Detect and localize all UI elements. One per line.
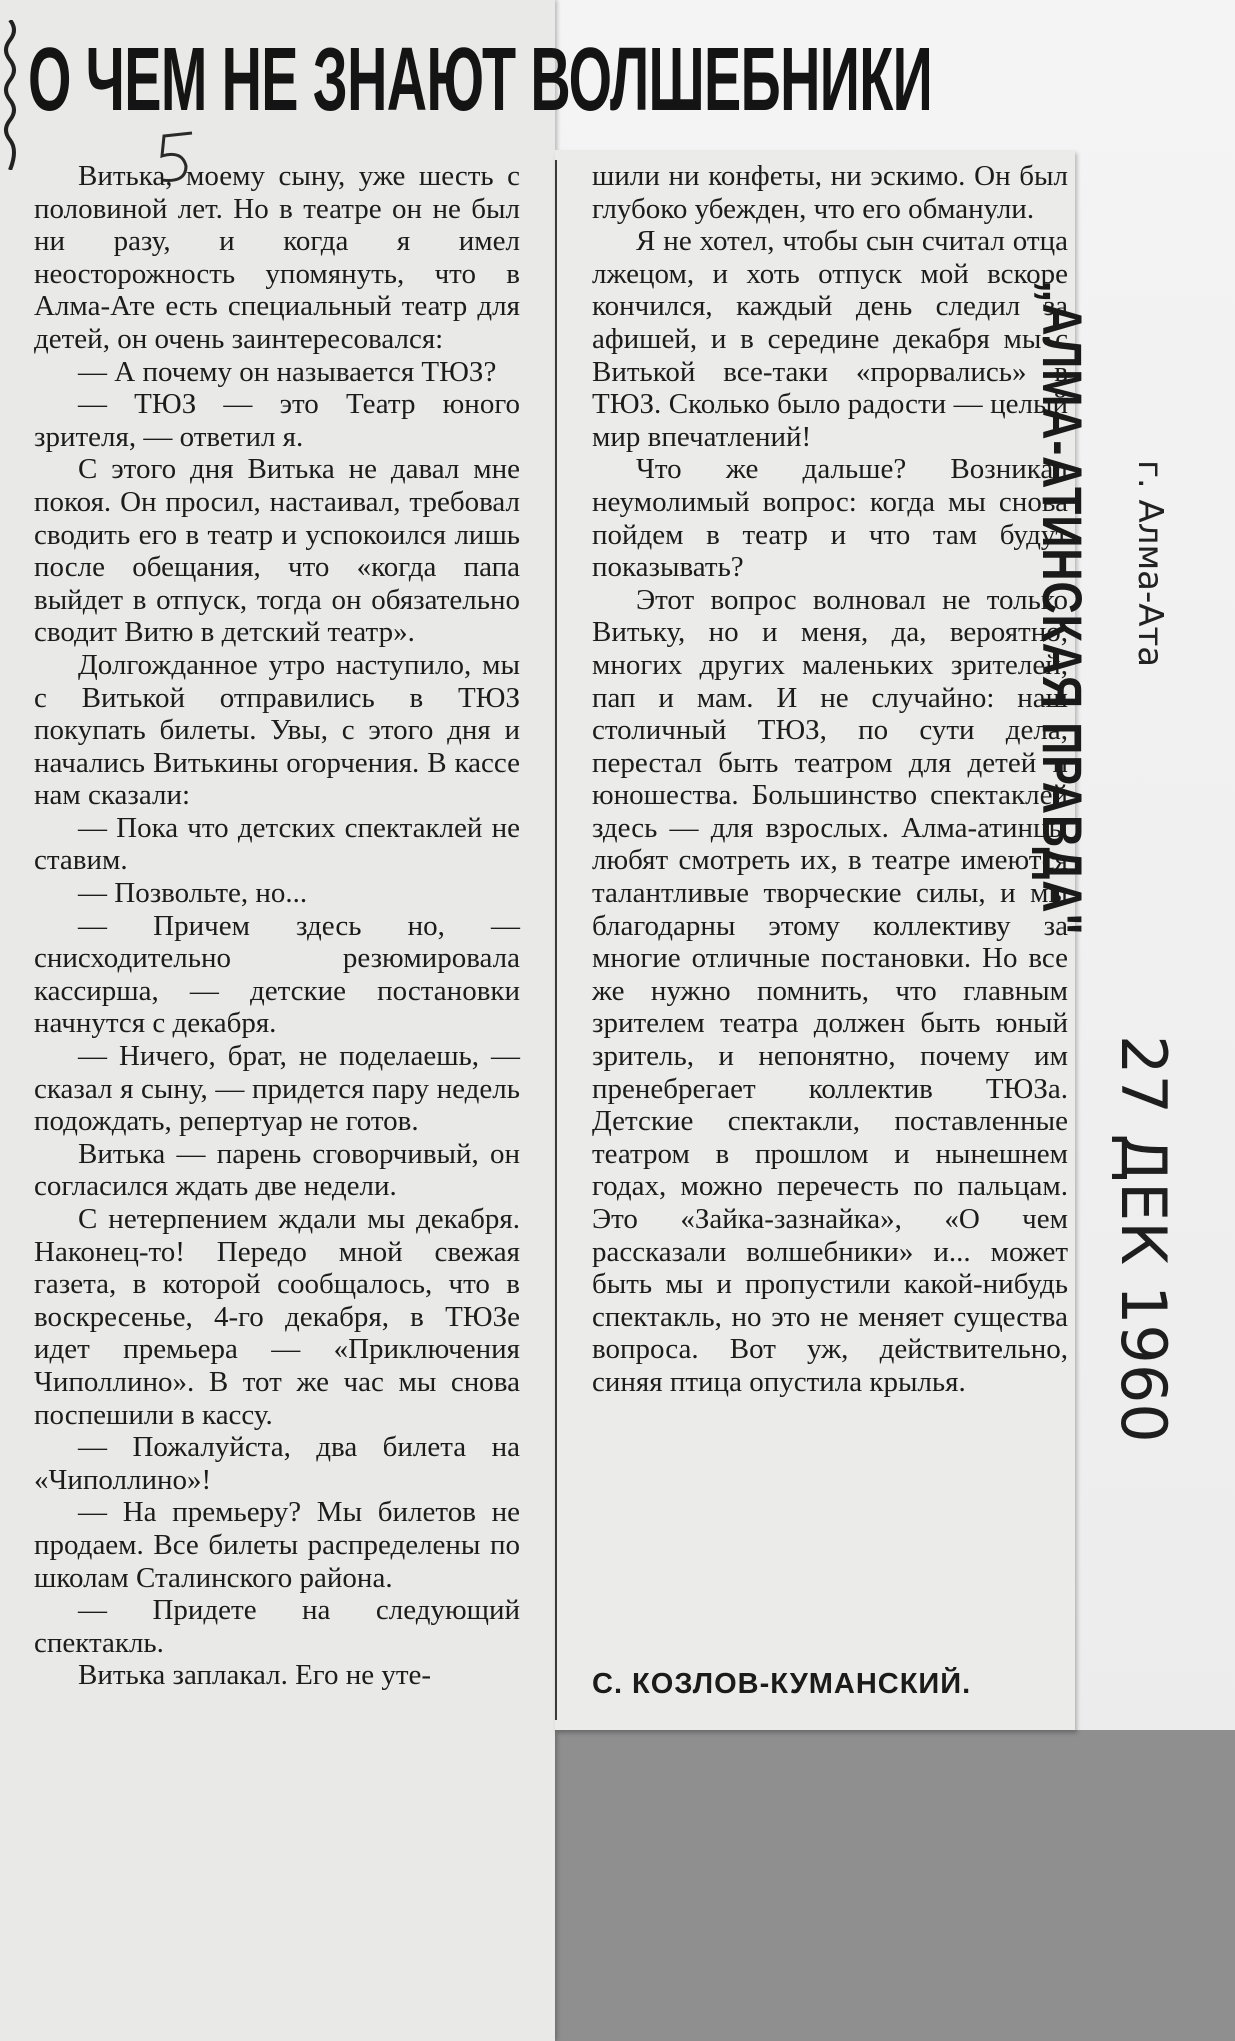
article-paragraph: Этот вопрос волновал не только Витьку, но и меня, да, вероятно, многих других маленьких зрителей, пап и мам. И не случайно: наш столичный ТЮЗ, по сути дела, перестал быть театром для детей и юношества. Большинство спектаклей здесь — для взрослых. Алма-атинцы любят смотреть их, в театре имеются талантливые творческие силы, и мы благодарны этому коллективу за многие отличные постановки. Но все же нужно помнить, что главным зрителем театра должен быть юный зритель, и непонятно, почему им пренебрегает коллектив ТЮЗа. Детские спектакли, поставленные театром в прошлом и нынешнем годах, можно перечесть по пальцам. Это «Зайка-зазнайка», «О чем рассказали волшебники» и... может быть мы и пропустили какой-нибудь спектакль, но это не меняет существа вопроса. Вот уж, действительно, синяя птица опустила крылья. [592,583,1068,1398]
article-paragraph: Я не хотел, чтобы сын считал отца лжецом, и хоть отпуск мой вскоре кончился, каждый день следил за афишей, и в середине декабря мы с Витькой все-таки «прорвались» в ТЮЗ. Сколько было радости — целый мир впечатлений! [592,225,1068,453]
article-paragraph: С этого дня Витька не давал мне покоя. Он просил, настаивал, требовал сводить его в театр и успокоился лишь после обещания, что «когда папа выйдет в отпуск, тогда он обязательно сводит Витю в детский театр». [34,453,520,649]
article-paragraph: — ТЮЗ — это Театр юного зрителя, — ответил я. [34,388,520,453]
article-paragraph: — На премьеру? Мы билетов не продаем. Все билеты распределены по школам Сталинского района. [34,1496,520,1594]
article-paragraph: С нетерпением ждали мы декабря. Наконец-то! Передо мной свежая газета, в которой сообщалось, что в воскресенье, 4-го декабря, в ТЮЗе идет премьера — «Приключения Чиполлино». В тот же час мы снова поспешили в кассу. [34,1203,520,1431]
article-paragraph: Что же дальше? Возникал неумолимый вопрос: когда мы снова пойдем в театр и что там будут показывать? [592,453,1068,584]
article-paragraph: — Причем здесь но, — снисходительно резюмировала кассирша, — детские постановки начнутся с декабря. [34,909,520,1040]
article-paragraph: Долгожданное утро наступило, мы с Витькой отправились в ТЮЗ покупать билеты. Увы, с этого дня и начались Витькины огорчения. В кассе нам сказали: [34,648,520,812]
article-right-column [592,160,1068,1399]
newspaper-stamp [1030,280,1095,1099]
article-paragraph: — Пожалуйста, два билета на «Чиполлино»! [34,1431,520,1496]
stamp-date: 27 ДЕК 1960 [1107,1035,1180,1443]
article-paragraph: — Придете на следующий спектакль. [34,1594,520,1659]
stamp-city: г. Алма-Ата [1130,460,1170,668]
article-paragraph: Витька — парень сговорчивый, он согласился ждать две недели. [34,1137,520,1203]
article-paragraph: Витька, моему сыну, уже шесть с половиной лет. Но в театре он не был ни разу, и когда я имел неосторожность упомянуть, что в Алма-Ате есть специальный театр для детей, он очень заинтересовался: [34,160,520,355]
author-signature: С. КОЗЛОВ-КУМАНСКИЙ. [592,1668,972,1700]
scanner-bed-area [555,1730,1235,2041]
article-paragraph: — Позвольте, но... [78,877,308,910]
torn-edge-mark [0,20,22,170]
article-paragraph: — Пока что детских спектаклей не ставим. [34,811,520,877]
column-divider [555,160,557,1720]
article-paragraph: — Ничего, брат, не поделаешь, — сказал я сыну, — придется пару недель подождать, репертуар не готов. [34,1040,520,1138]
article-paragraph: Витька заплакал. Его не уте- [78,1659,432,1692]
article-paragraph: шили ни конфеты, ни эскимо. Он был глубоко убежден, что его обманули. [592,160,1068,225]
article-paragraph: — А почему он называется ТЮЗ? [78,355,497,388]
article-headline: О ЧЕМ НЕ ЗНАЮТ ВОЛШЕБНИКИ [28,30,933,130]
article-left-column [34,160,520,1692]
stamp-newspaper-name: „АЛМА-АТИНСКАЯ ПРАВДА" [1031,280,1094,936]
